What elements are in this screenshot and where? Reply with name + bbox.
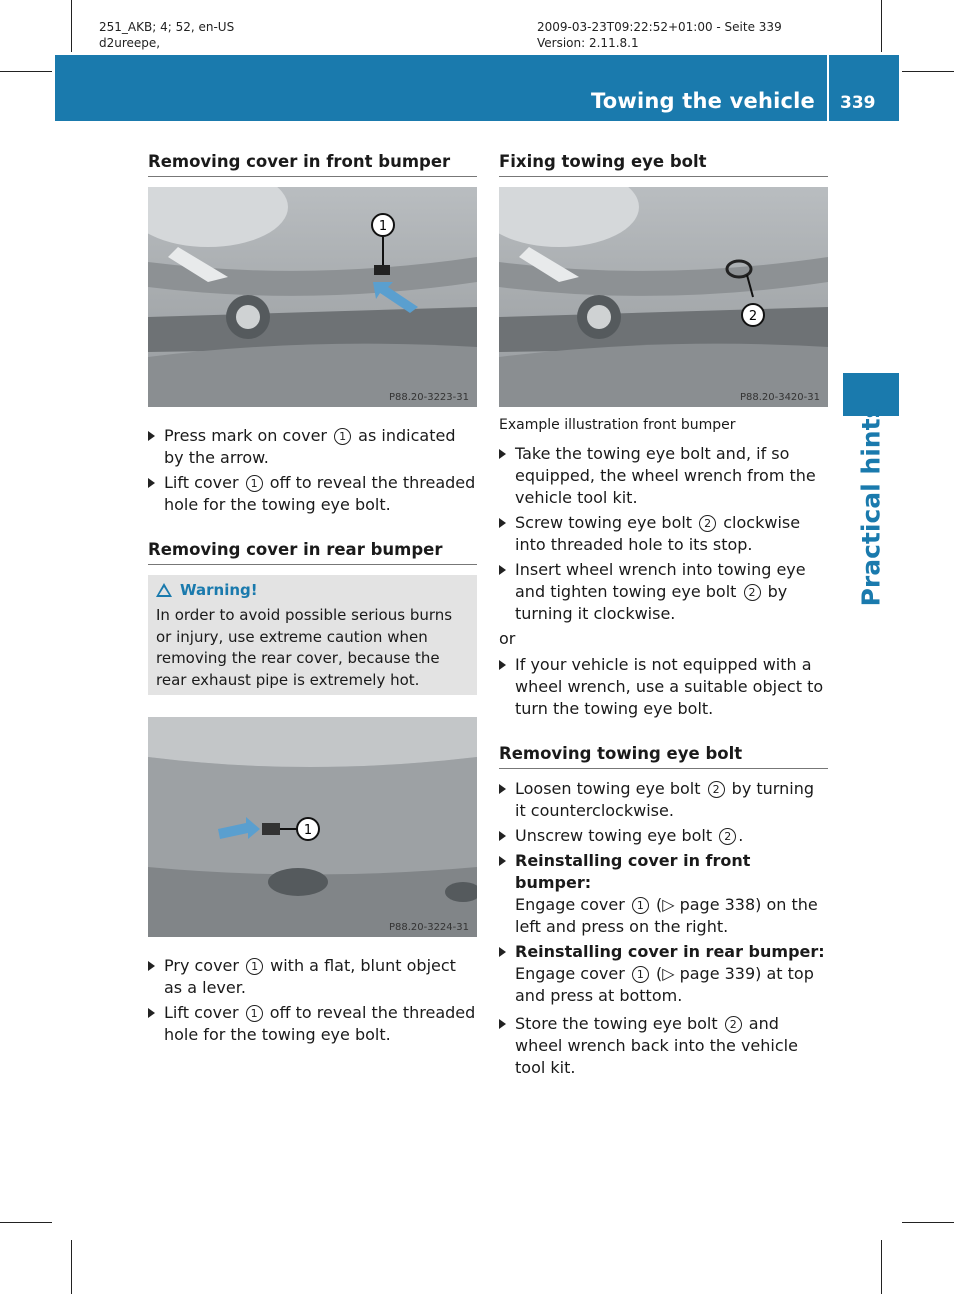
- rear-bumper-photo: [148, 717, 477, 937]
- meta-text: 251_AKB; 4; 52, en-US: [99, 20, 235, 34]
- crop-mark: [902, 1222, 954, 1223]
- list-item: [499, 825, 828, 847]
- step-arrow-icon: [499, 856, 506, 866]
- image-code: P88.20-3223-31: [388, 392, 469, 403]
- step-arrow-icon: [148, 1008, 155, 1018]
- list-item: [499, 850, 828, 938]
- callout-number: 1: [246, 958, 263, 975]
- callout-number: 1: [246, 1005, 263, 1022]
- crop-mark: [902, 71, 954, 72]
- step-arrow-icon: [148, 478, 155, 488]
- list-item: [499, 941, 828, 1007]
- meta-text: d2ureepe,: [99, 36, 161, 50]
- fixing-steps: [499, 443, 828, 625]
- step-text: (▷ page 338) on the left and press on the right.: [515, 895, 818, 936]
- step-text: .: [738, 826, 744, 845]
- callout-number: 1: [632, 897, 649, 914]
- callout-number: 2: [719, 828, 736, 845]
- step-arrow-icon: [499, 831, 506, 841]
- header-divider: [827, 55, 829, 121]
- step-text: Pry cover: [164, 956, 245, 975]
- step-text: Screw towing eye bolt: [515, 513, 698, 532]
- svg-text:1: 1: [303, 823, 313, 838]
- step-arrow-icon: [499, 947, 506, 957]
- print-meta-right: [537, 19, 782, 51]
- warning-triangle-icon: [156, 583, 172, 597]
- step-text: clockwise into threaded hole to its stop.: [515, 513, 801, 554]
- svg-text:2: 2: [748, 309, 758, 324]
- list-item: [148, 955, 477, 999]
- image-code: P88.20-3224-31: [388, 922, 469, 933]
- callout-number: 1: [632, 966, 649, 983]
- step-text: Engage cover: [515, 895, 630, 914]
- step-text: Store the towing eye bolt: [515, 1014, 723, 1033]
- list-item: [499, 512, 828, 556]
- list-item: [148, 472, 477, 516]
- step-bold-label: Reinstalling cover in rear bumper:: [515, 942, 825, 961]
- step-text: Press mark on cover: [164, 426, 333, 445]
- image-code: P88.20-3420-31: [739, 392, 820, 403]
- crop-mark: [881, 1240, 882, 1294]
- list-item: [499, 654, 828, 720]
- callout-number: 2: [744, 584, 761, 601]
- right-column: [499, 152, 828, 1082]
- front-bumper-photo: [148, 187, 477, 407]
- warning-box: [148, 575, 477, 695]
- step-text: by turning it clockwise.: [515, 582, 788, 623]
- warning-text: In order to avoid possible serious burns or injury, use extreme caution when removing the rear cover, because the rear exhaust pipe is extremely hot.: [156, 606, 453, 689]
- list-item: [499, 559, 828, 625]
- front-bumper-illustration: [148, 187, 477, 407]
- heading-fixing-bolt: Fixing towing eye bolt: [499, 152, 828, 177]
- step-arrow-icon: [499, 1019, 506, 1029]
- crop-mark: [0, 71, 52, 72]
- step-text: Insert wheel wrench into towing eye and tighten towing eye bolt: [515, 560, 806, 601]
- heading-removing-bolt: Removing towing eye bolt: [499, 744, 828, 769]
- list-item: [499, 1013, 828, 1079]
- step-arrow-icon: [148, 961, 155, 971]
- step-text: (▷ page 339) at top and press at bottom.: [515, 964, 814, 1005]
- crop-mark: [71, 1240, 72, 1294]
- svg-text:1: 1: [378, 219, 388, 234]
- print-meta-left: [99, 19, 234, 51]
- step-arrow-icon: [499, 660, 506, 670]
- callout-number: 1: [334, 428, 351, 445]
- list-item: [148, 425, 477, 469]
- heading-front-bumper: Removing cover in front bumper: [148, 152, 477, 177]
- step-text: If your vehicle is not equipped with a wheel wrench, use a suitable object to turn the towing eye bolt.: [515, 655, 824, 718]
- fixing-alt-step: [499, 654, 828, 720]
- eye-bolt-photo: [499, 187, 828, 407]
- callout-number: 2: [725, 1016, 742, 1033]
- meta-text: Version: 2.11.8.1: [537, 36, 639, 50]
- step-arrow-icon: [499, 449, 506, 459]
- step-arrow-icon: [148, 431, 155, 441]
- step-text: as indicated by the arrow.: [164, 426, 456, 467]
- front-cover-steps: [148, 425, 477, 516]
- header-bar: [55, 55, 899, 121]
- chapter-label: Practical hints: [856, 403, 886, 607]
- callout-number: 2: [699, 515, 716, 532]
- step-arrow-icon: [499, 565, 506, 575]
- step-text: Lift cover: [164, 473, 244, 492]
- step-text: by turning it counterclockwise.: [515, 779, 814, 820]
- step-arrow-icon: [499, 518, 506, 528]
- step-arrow-icon: [499, 784, 506, 794]
- step-text: off to reveal the threaded hole for the towing eye bolt.: [164, 473, 476, 514]
- callout-number: 1: [246, 475, 263, 492]
- crop-mark: [71, 0, 72, 52]
- section-title: Towing the vehicle: [591, 89, 815, 113]
- removing-steps: [499, 778, 828, 1079]
- warning-header: [156, 581, 469, 599]
- crop-mark: [881, 0, 882, 52]
- step-bold-label: Reinstalling cover in front bumper:: [515, 851, 751, 892]
- meta-text: 2009-03-23T09:22:52+01:00 - Seite 339: [537, 20, 782, 34]
- step-text: off to reveal the threaded hole for the towing eye bolt.: [164, 1003, 476, 1044]
- crop-mark: [0, 1222, 52, 1223]
- eye-bolt-illustration: [499, 187, 828, 407]
- list-item: [148, 1002, 477, 1046]
- step-text: with a flat, blunt object as a lever.: [164, 956, 456, 997]
- image-caption: Example illustration front bumper: [499, 417, 736, 433]
- rear-bumper-illustration: [148, 717, 477, 937]
- step-text: Engage cover: [515, 964, 630, 983]
- page-number: 339: [840, 93, 876, 113]
- rear-cover-steps: [148, 955, 477, 1046]
- heading-rear-bumper: Removing cover in rear bumper: [148, 540, 477, 565]
- list-item: [499, 443, 828, 509]
- step-text: Unscrew towing eye bolt: [515, 826, 718, 845]
- callout-number: 2: [708, 781, 725, 798]
- step-text: Take the towing eye bolt and, if so equipped, the wheel wrench from the vehicle tool kit.: [515, 444, 816, 507]
- list-item: [499, 778, 828, 822]
- step-text: Loosen towing eye bolt: [515, 779, 706, 798]
- left-column: [148, 152, 477, 1049]
- step-text: Lift cover: [164, 1003, 244, 1022]
- step-text: and wheel wrench back into the vehicle tool kit.: [515, 1014, 798, 1077]
- warning-title: Warning!: [180, 581, 258, 599]
- or-separator: or: [499, 629, 516, 648]
